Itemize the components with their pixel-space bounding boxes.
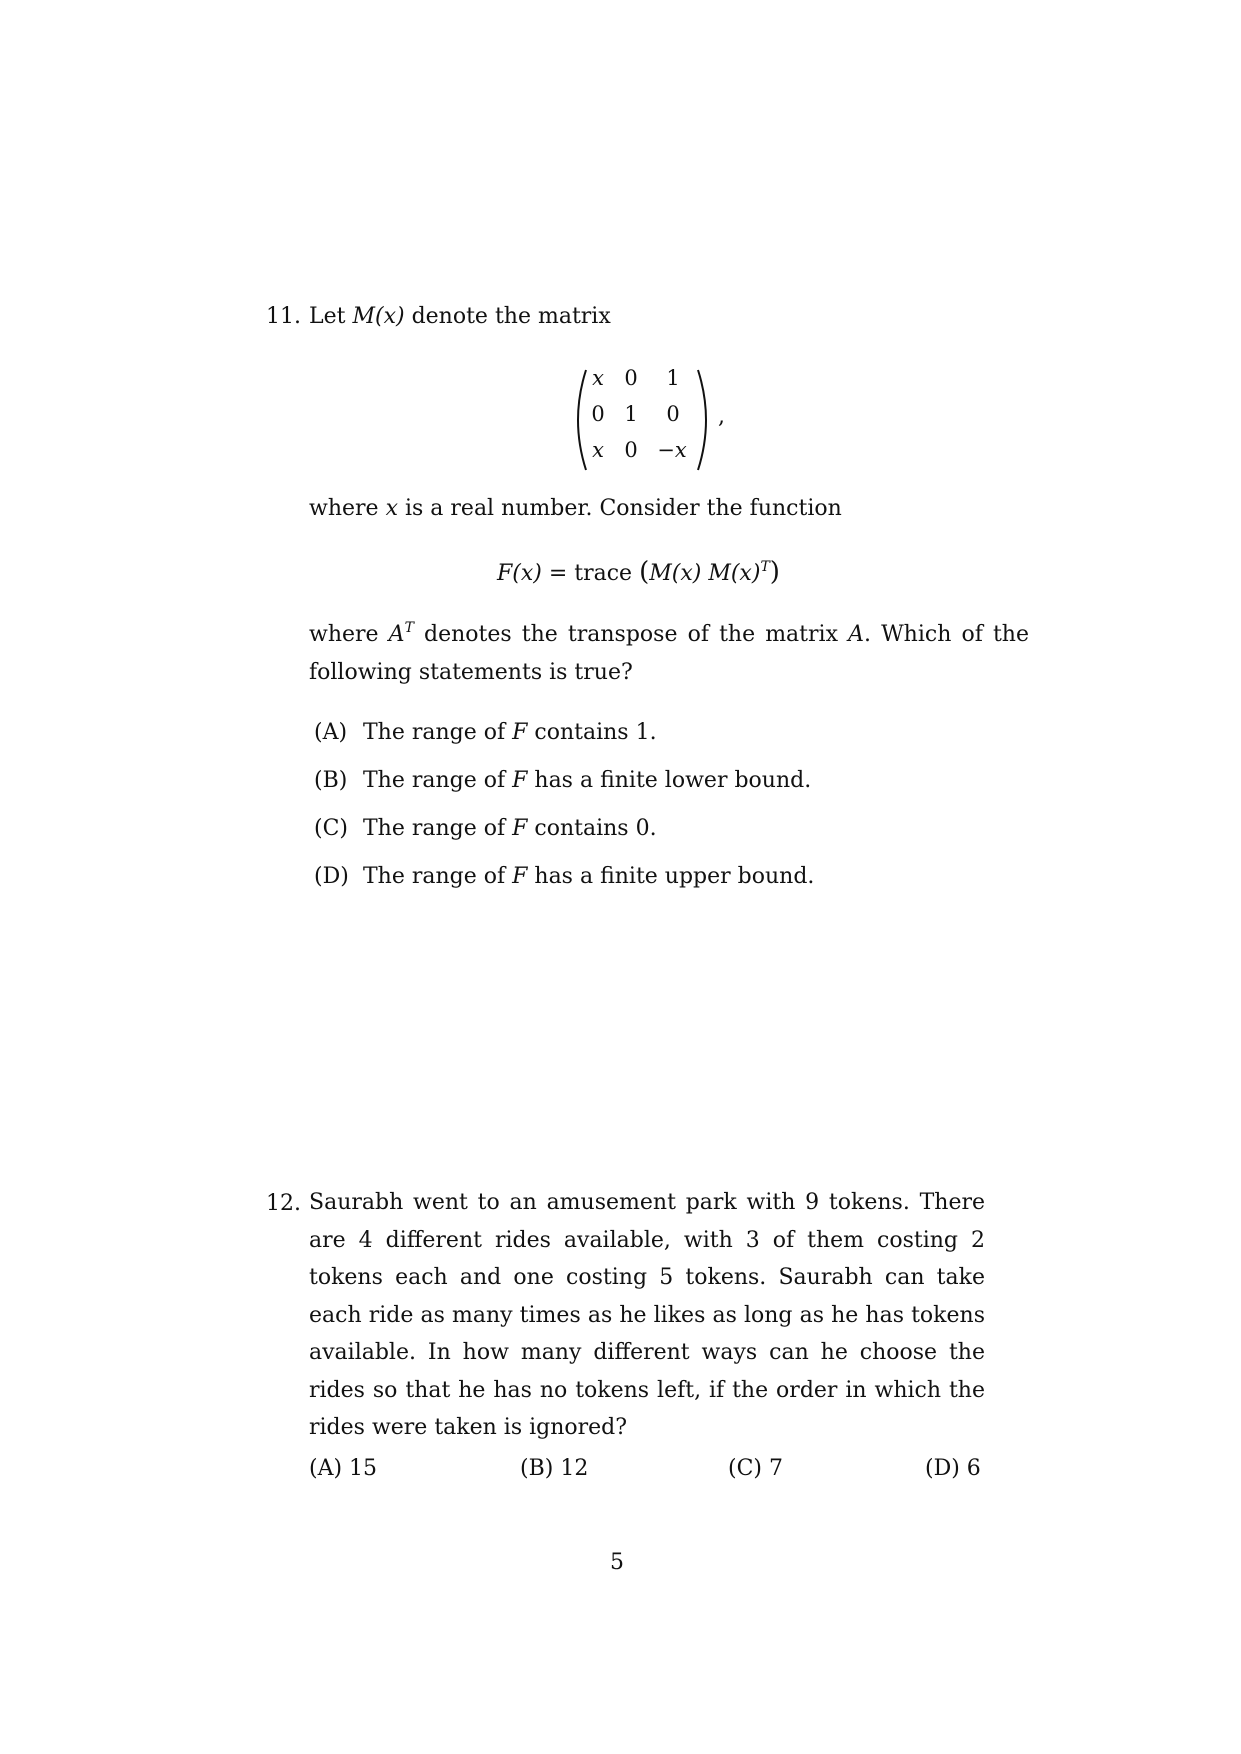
q11-transpose-text: where $A^T$ denotes the transpose of the matrix A. Which of the following statements is true? xyxy=(309,620,1029,685)
option-text: The range of F contains 1. xyxy=(363,720,657,745)
q11-number: 11. xyxy=(266,304,301,329)
matrix-cell: 0 xyxy=(624,438,638,462)
matrix-comma: , xyxy=(718,404,725,429)
matrix-cell: x xyxy=(592,366,604,390)
matrix-cell: 0 xyxy=(666,402,680,426)
matrix-cell: x xyxy=(592,438,604,462)
q11-matrix xyxy=(572,366,712,474)
matrix-cell: 1 xyxy=(624,402,638,426)
q11-function: F(x) = trace (M(x) $M(x)^T$) xyxy=(497,557,780,587)
option-text: The range of F has a finite upper bound. xyxy=(363,864,815,889)
q11-intro: Let M(x) denote the matrix xyxy=(309,304,611,329)
matrix-cell: 0 xyxy=(591,402,605,426)
q12-option-b[interactable]: (B) 12 xyxy=(520,1456,589,1481)
q12-option-c[interactable]: (C) 7 xyxy=(728,1456,783,1481)
option-label: (C) xyxy=(314,816,348,841)
option-label: (B) xyxy=(314,768,348,793)
matrix-cell: 0 xyxy=(624,366,638,390)
q12-option-a[interactable]: (A) 15 xyxy=(309,1456,378,1481)
option-text: The range of F has a finite lower bound. xyxy=(363,768,812,793)
option-label: (D) xyxy=(314,864,349,889)
option-label: (A) xyxy=(314,720,348,745)
matrix-cell: −x xyxy=(657,438,687,462)
q12-option-d[interactable]: (D) 6 xyxy=(925,1456,981,1481)
q12-text: Saurabh went to an amusement park with 9 tokens. There are 4 different rides available, with 3 of them costing 2 tokens each and one costing 5 tokens. Saurabh can take each ride as many times as he likes as long as he has tokens available. In how many different ways can he choose the rides so that he has no tokens left, if the order in which the rides were taken is ignored? xyxy=(309,1190,985,1440)
matrix-cell: 1 xyxy=(666,366,680,390)
q11-where-line: where x is a real number. Consider the function xyxy=(309,496,842,521)
option-text: The range of F contains 0. xyxy=(363,816,657,841)
page-number: 5 xyxy=(610,1550,624,1575)
q12-number: 12. xyxy=(266,1191,301,1216)
